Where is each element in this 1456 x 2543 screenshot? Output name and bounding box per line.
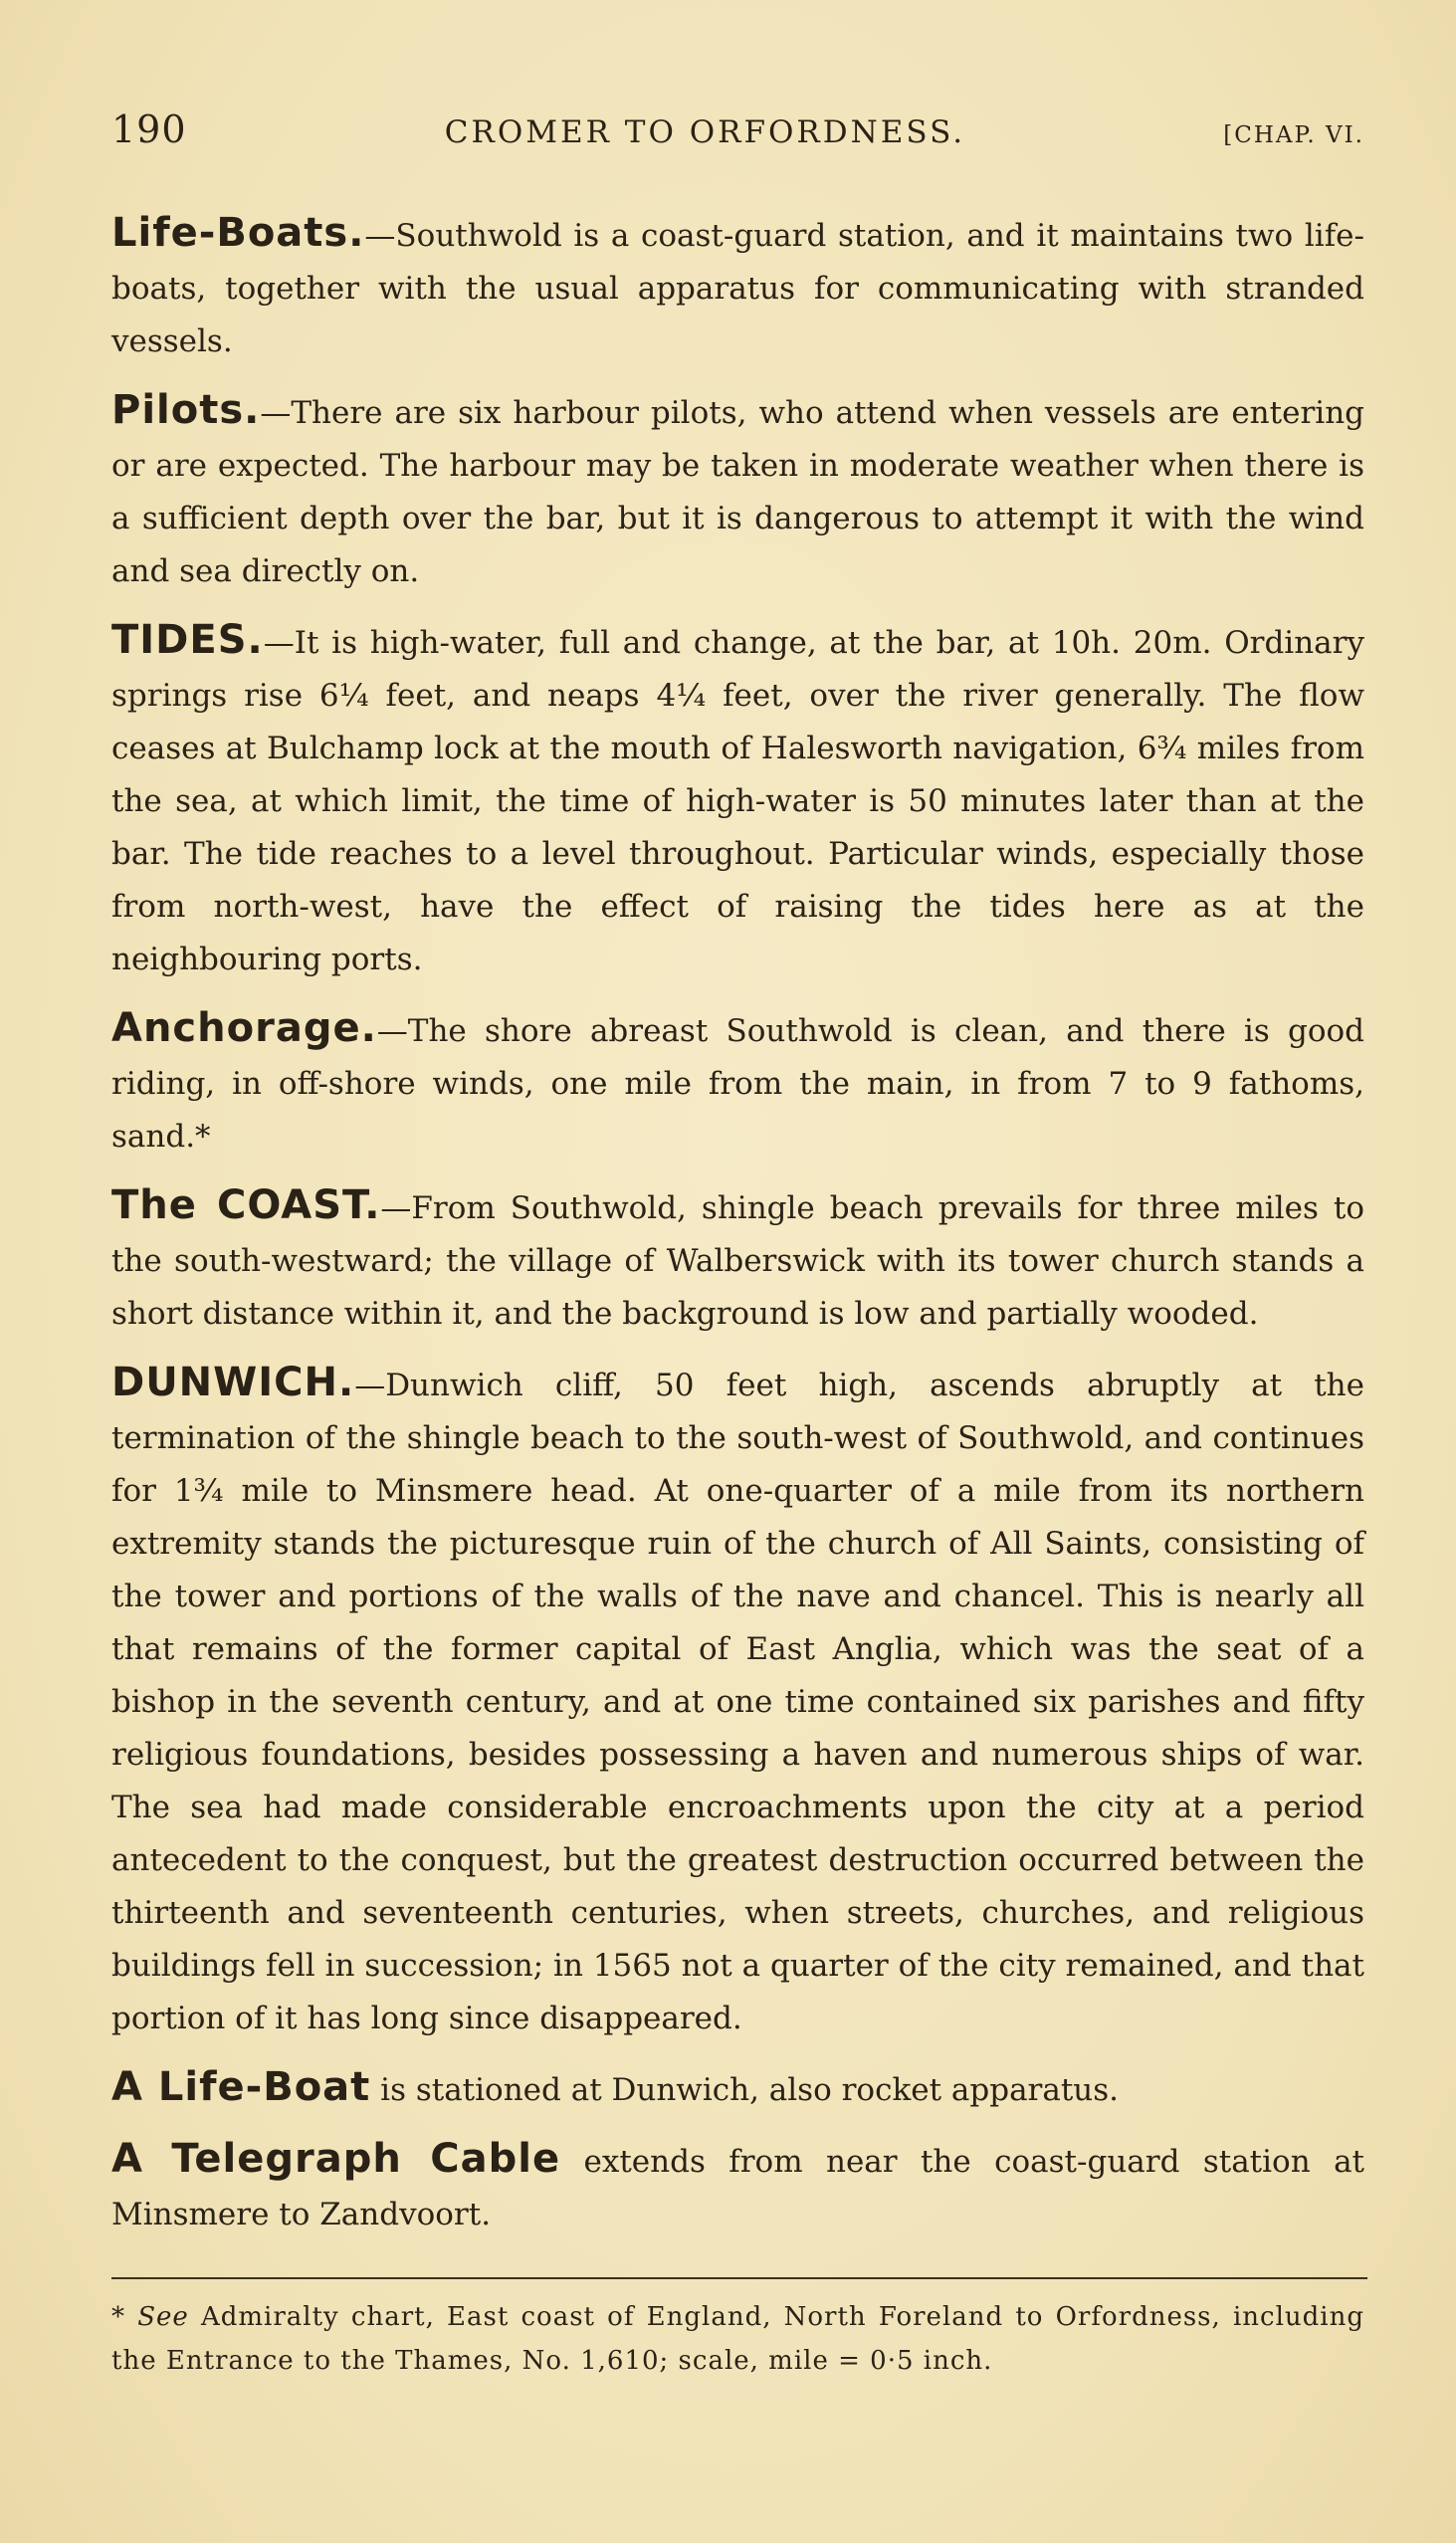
section-text: —The shore abreast Southwold is clean, and there is good riding, in off-shore winds, one mile from the main, in from 7 to 9 fathoms, sand.* [111,1013,1364,1155]
section-text: —It is high-water, full and change, at the bar, at 10h. 20m. Ordinary springs rise 6¼ feet, and neaps 4¼ feet, over the river generally. The flow ceases at Bulchamp lock at the mouth of Halesworth navigation, 6¾ miles from the sea, at which limit, the time of high-water is 50 minutes later than at the bar. The tide reaches to a level throughout. Particular winds, especially those from north-west, have the effect of raising the tides here as at the neighbouring ports. [111,625,1364,977]
section-text: —There are six harbour pilots, who attend when vessels are entering or are expected. The harbour may be taken in moderate weather when there is a sufficient depth over the bar, but it is dangerous to attempt it with the wind and sea directly on. [111,395,1364,589]
footnote-see: See [137,2302,189,2332]
footnote-text: Admiralty chart, East coast of England, North Foreland to Orfordness, including the Entrance to the Thames, No. 1,610; scale, mile = 0·5 inch. [111,2302,1364,2376]
chapter-marker: [CHAP. VI. [1223,122,1364,148]
section-text: is stationed at Dunwich, also rocket apparatus. [370,2072,1120,2108]
chapter-title: CROMER TO ORFORDNESS. [444,114,966,150]
section-pilots [111,384,1364,598]
section-heading: Pilots. [111,387,261,433]
section-heading: The COAST. [111,1182,381,1228]
section-coast [111,1179,1364,1341]
footnote-marker: * [111,2302,138,2332]
section-heading: Anchorage. [111,1005,377,1051]
footnote-rule [111,2277,1367,2279]
section-dunwich [111,1357,1364,2045]
section-text: —Dunwich cliff, 50 feet high, ascends abruptly at the termination of the shingle beach to the south-west of Southwold, and continues for 1¾ mile to Minsmere head. At one-quarter of a mile from its northern extremity stands the picturesque ruin of the church of All Saints, consisting of the tower and portions of the walls of the nave and chancel. This is nearly all that remains of the former capital of East Anglia, which was the seat of a bishop in the seventh century, and at one time contained six parishes and fifty religious foundations, besides possessing a haven and numerous ships of war. The sea had made considerable encroachments upon the city at a period antecedent to the conquest, but the greatest destruction occurred between the thirteenth and seventeenth centuries, when streets, churches, and religious buildings fell in succession; in 1565 not a quarter of the city remained, and that portion of it has long since disappeared. [111,1368,1364,2036]
section-telegraph-cable [111,2133,1364,2241]
page-number: 190 [111,107,187,151]
footnote [111,2295,1364,2383]
section-heading: DUNWICH. [111,1360,355,1405]
section-text: extends from near the coast-guard station at Minsmere to Zandvoort. [111,2144,1365,2232]
section-heading: A Life-Boat [111,2064,371,2110]
section-anchorage [111,1002,1364,1164]
section-text: —From Southwold, shingle beach prevails for three miles to the south-westward; the village of Walberswick with its tower church stands a short distance within it, and the background is low and partially wooded. [111,1190,1364,1332]
section-tides [111,614,1364,986]
running-head [111,107,1364,151]
section-life-boat-dunwich [111,2061,1364,2117]
section-heading: TIDES. [111,617,264,663]
section-life-boats [111,207,1364,368]
section-heading: A Telegraph Cable [111,2136,561,2182]
section-heading: Life-Boats. [111,210,365,256]
section-text: —Southwold is a coast-guard station, and it maintains two life-boats, together with the usual apparatus for communicating with stranded vessels. [111,218,1364,359]
